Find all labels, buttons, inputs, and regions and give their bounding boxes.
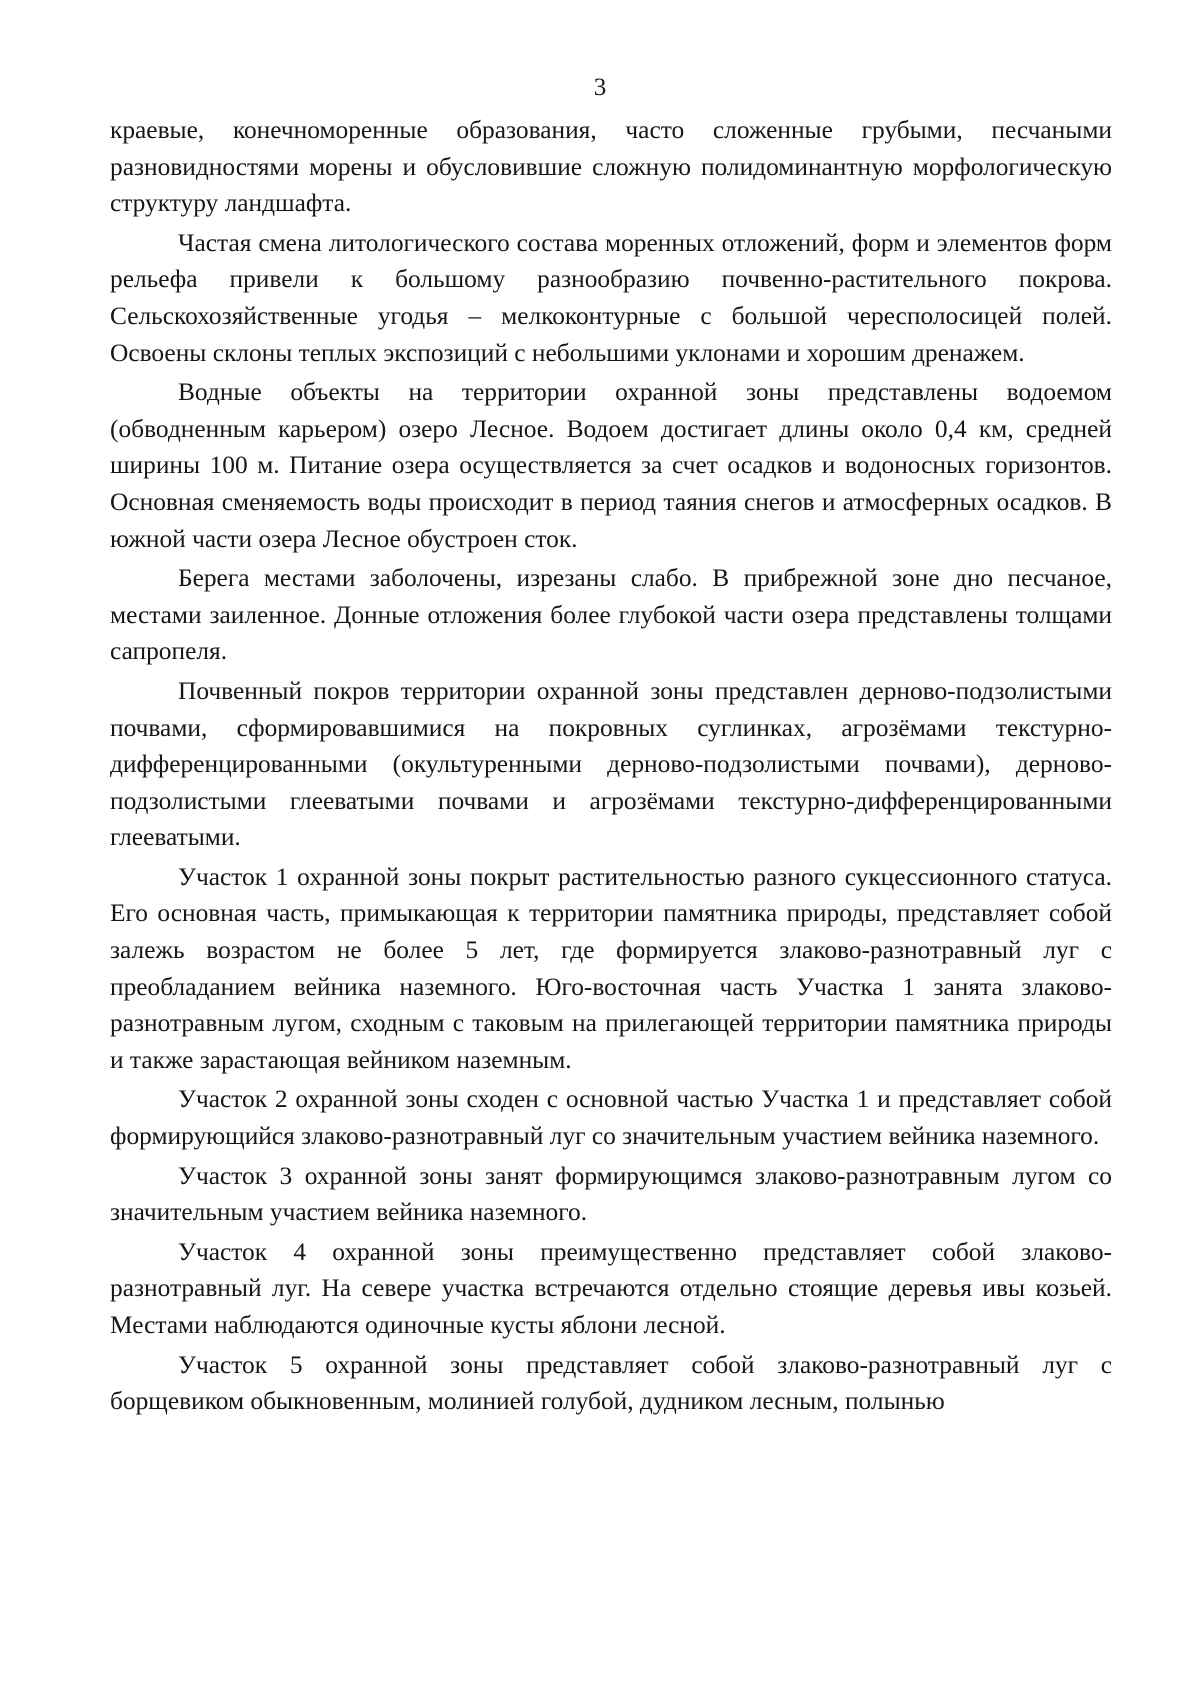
paragraph-plot-3: Участок 3 охранной зоны занят формирующимся злаково-разнотравным лугом со значительным участием вейника наземного. <box>110 1161 1112 1227</box>
paragraph-plot-5: Участок 5 охранной зоны представляет собой злаково-разнотравный луг с борщевиком обыкновенным, молинией голубой, дудником лесным, полынью <box>110 1350 1112 1416</box>
paragraph-water-bodies: Водные объекты на территории охранной зоны представлены водоемом (обводненным карьером) озеро Лесное. Водоем достигает длины около 0,4 км, средней ширины 100 м. Питание озера осуществляется за счет осадков и водоносных горизонтов. Основная сменяемость воды происходит в период таяния снегов и атмосферных осадков. В южной части озера Лесное обустроен сток. <box>110 378 1112 553</box>
paragraph-shores: Берега местами заболочены, изрезаны слабо. В прибрежной зоне дно песчаное, местами заиленное. Донные отложения более глубокой части озера представлены толщами сапропеля. <box>110 564 1112 666</box>
paragraph-landscape-continuation: краевые, конечноморенные образования, часто сложенные грубыми, песчаными разновидностями морены и обусловившие сложную полидоминантную морфологическую структуру ландшафта. <box>110 116 1112 218</box>
document-body <box>110 112 1112 1423</box>
paragraph-soil-cover: Почвенный покров территории охранной зоны представлен дерново-подзолистыми почвами, сформировавшимися на покровных суглинках, агрозёмами текстурно-дифференцированными (окультуренными дерново-подзолистыми почвами), дерново-подзолистыми глееватыми почвами и агрозёмами текстурно-дифференцированными глееватыми. <box>110 676 1112 852</box>
paragraph-plot-1: Участок 1 охранной зоны покрыт растительностью разного сукцессионного статуса. Его основная часть, примыкающая к территории памятника природы, представляет собой залежь возрастом не более 5 лет, где формируется злаково-разнотравный луг с преобладанием вейника наземного. Юго-восточная часть Участка 1 занята злаково-разнотравным лугом, сходным с таковым на прилегающей территории памятника природы и также зарастающая вейником наземным. <box>110 862 1112 1074</box>
paragraph-lithology: Частая смена литологического состава моренных отложений, форм и элементов форм рельефа привели к большому разнообразию почвенно-растительного покрова. Сельскохозяйственные угодья – мелкоконтурные с большой чересполосицей полей. Освоены склоны теплых экспозиций с небольшими уклонами и хорошим дренажем. <box>110 228 1112 367</box>
paragraph-plot-4: Участок 4 охранной зоны преимущественно представляет собой злаково-разнотравный луг. На севере участка встречаются отдельно стоящие деревья ивы козьей. Местами наблюдаются одиночные кусты яблони лесной. <box>110 1237 1112 1339</box>
paragraph-plot-2: Участок 2 охранной зоны сходен с основной частью Участка 1 и представляет собой формирующийся злаково-разнотравный луг со значительным участием вейника наземного. <box>110 1085 1112 1151</box>
page-number: 3 <box>593 74 607 101</box>
